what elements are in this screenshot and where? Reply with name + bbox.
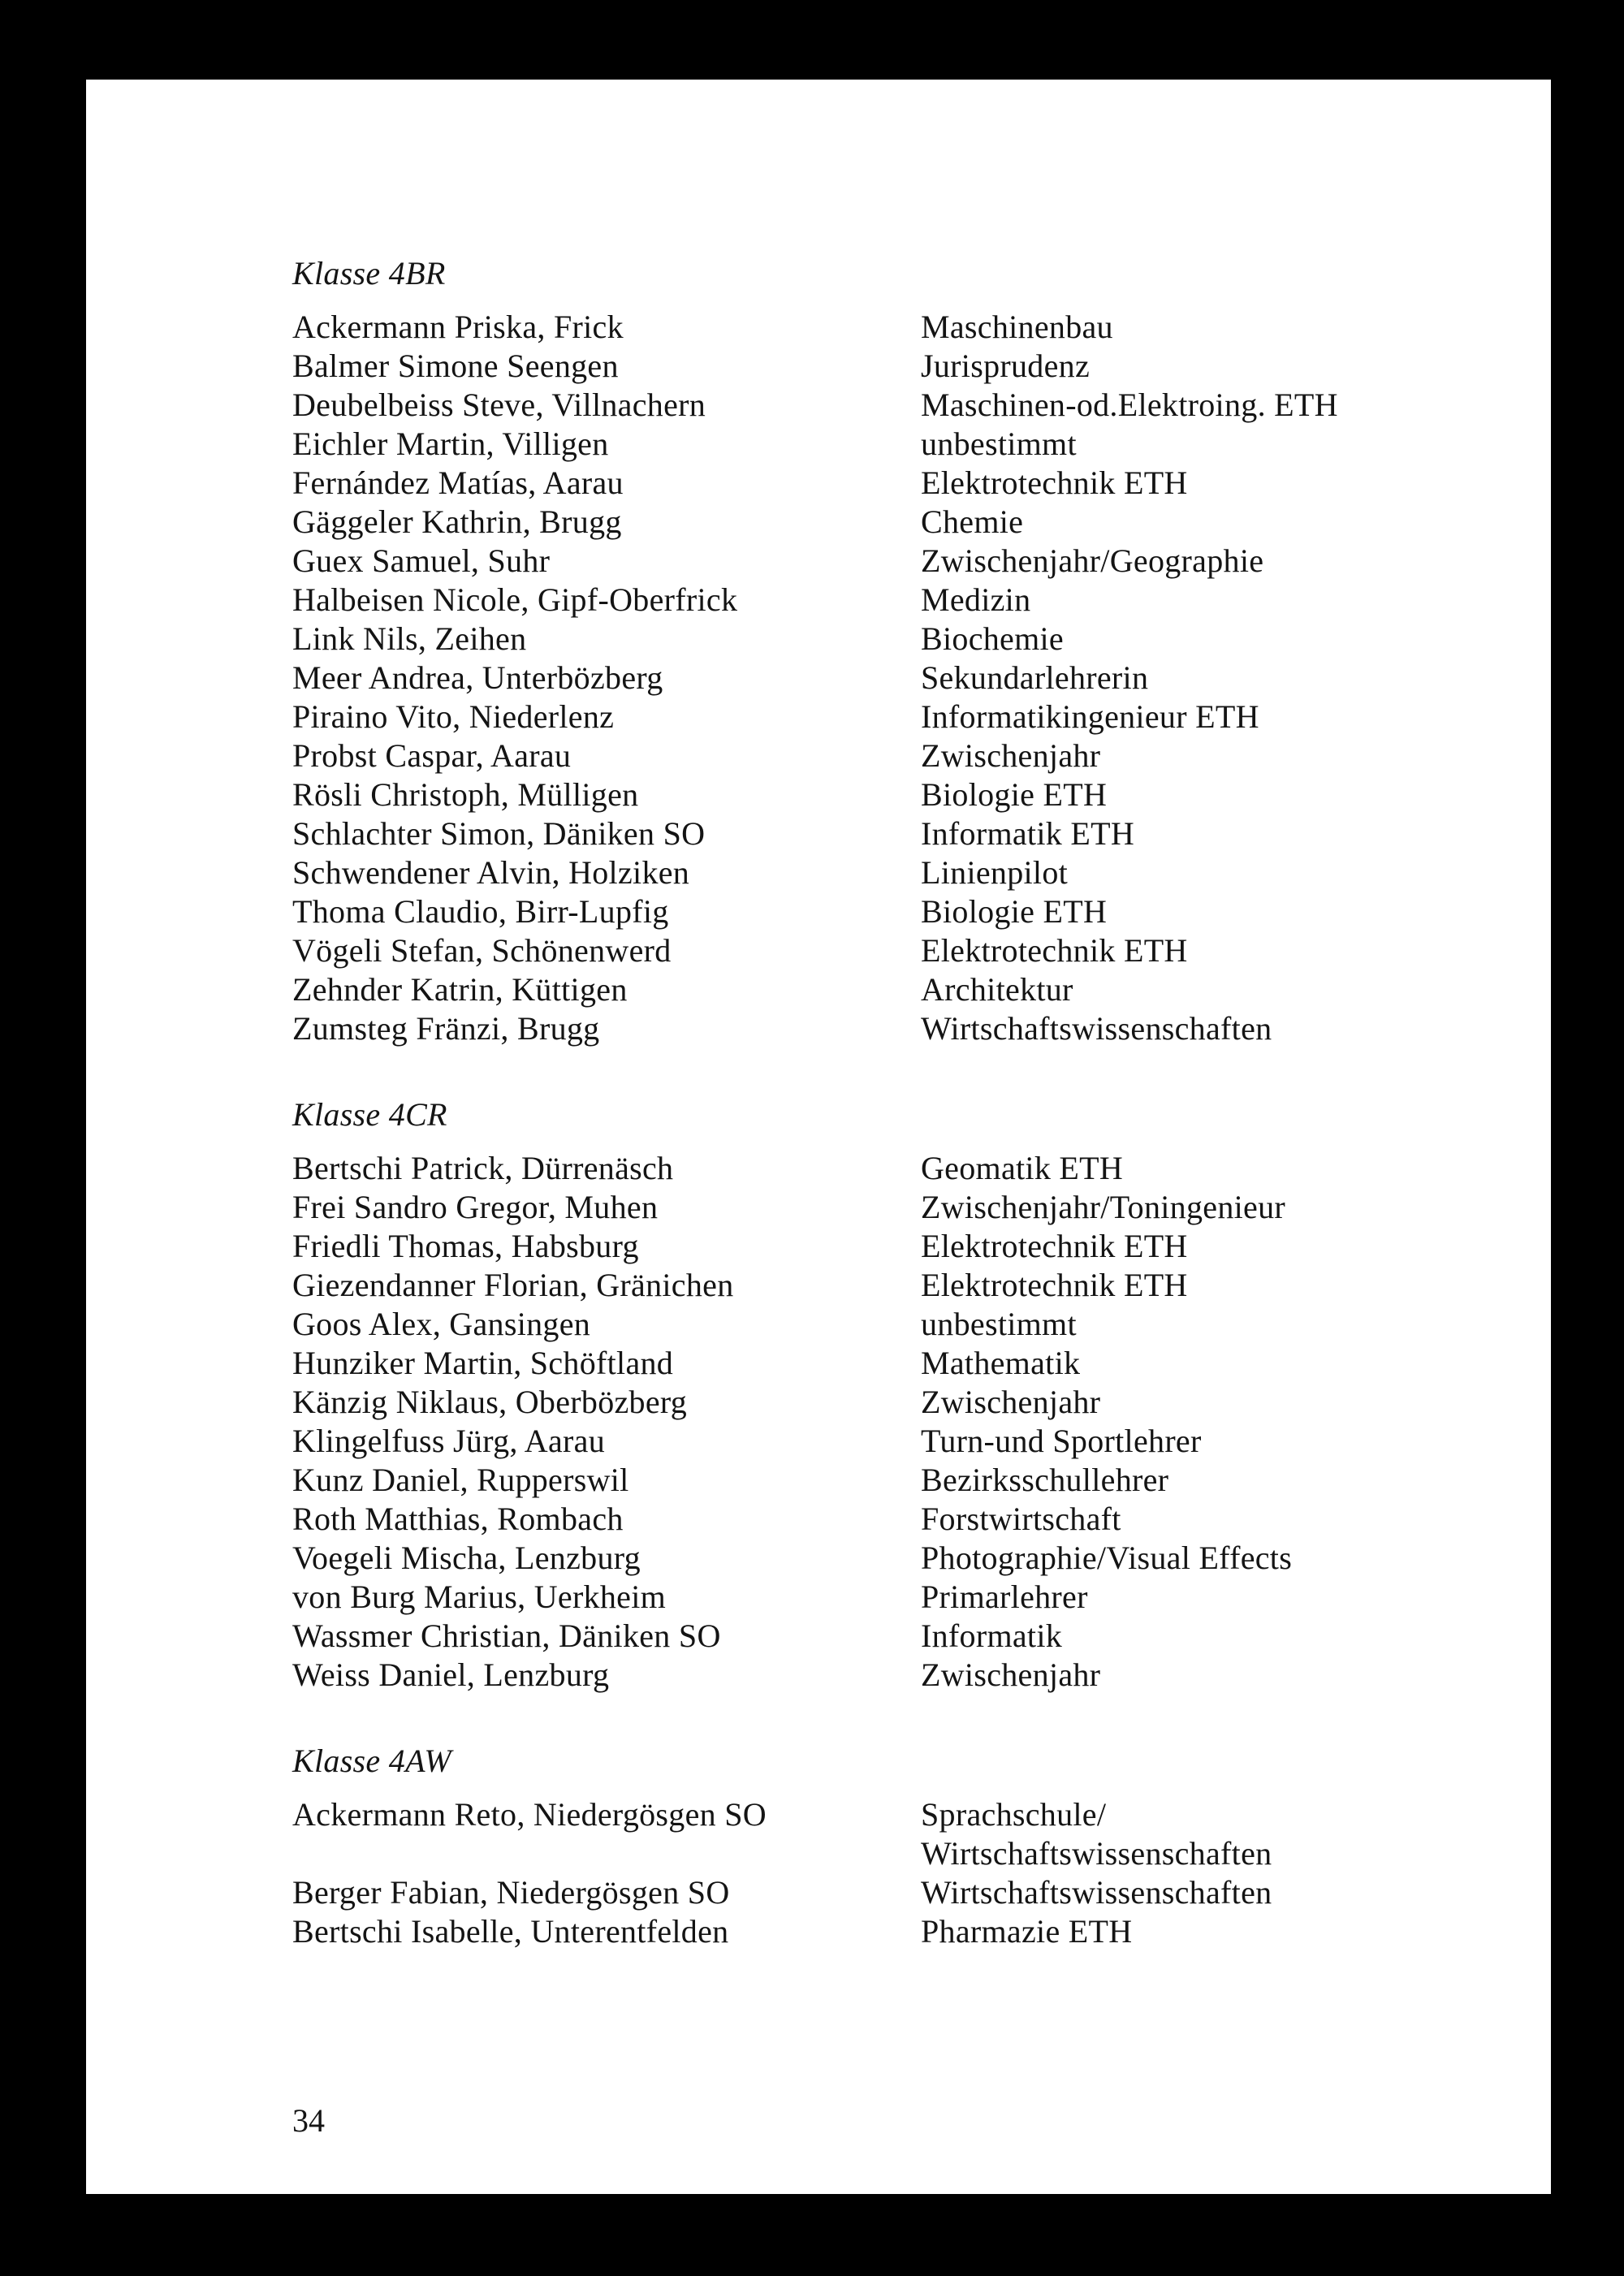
study-field: Photographie/Visual Effects bbox=[921, 1540, 1293, 1576]
study-field: Elektrotechnik ETH bbox=[921, 932, 1188, 969]
student-name: Probst Caspar, Aarau bbox=[292, 737, 572, 774]
study-field: Elektrotechnik ETH bbox=[921, 1267, 1188, 1303]
student-name: Rösli Christoph, Mülligen bbox=[292, 776, 639, 813]
student-name: Hunziker Martin, Schöftland bbox=[292, 1345, 674, 1381]
study-field: Forstwirtschaft bbox=[921, 1501, 1121, 1537]
list-item bbox=[292, 1656, 1470, 1695]
section-klasse-4aw bbox=[292, 1742, 1470, 1951]
list-item bbox=[292, 1461, 1470, 1500]
study-field: unbestimmt bbox=[921, 1306, 1077, 1342]
student-name: Bertschi Isabelle, Unterentfelden bbox=[292, 1913, 729, 1950]
student-name: Thoma Claudio, Birr-Lupfig bbox=[292, 893, 669, 930]
study-field: Elektrotechnik ETH bbox=[921, 1228, 1188, 1264]
study-field: Bezirksschullehrer bbox=[921, 1462, 1169, 1498]
study-field: Elektrotechnik ETH bbox=[921, 464, 1188, 501]
list-item bbox=[292, 1617, 1470, 1656]
student-name: Schwendener Alvin, Holziken bbox=[292, 854, 690, 891]
study-field: Biochemie bbox=[921, 620, 1064, 657]
study-field: Zwischenjahr bbox=[921, 1384, 1101, 1420]
study-field: Biologie ETH bbox=[921, 776, 1108, 813]
student-name: Balmer Simone Seengen bbox=[292, 348, 619, 384]
student-name: Klingelfuss Jürg, Aarau bbox=[292, 1423, 606, 1459]
student-name: Bertschi Patrick, Dürrenäsch bbox=[292, 1150, 674, 1186]
student-name: Wassmer Christian, Däniken SO bbox=[292, 1617, 721, 1654]
student-name: Ackermann Priska, Frick bbox=[292, 309, 624, 345]
section-title: Klasse 4BR bbox=[292, 255, 446, 292]
student-name: Kunz Daniel, Rupperswil bbox=[292, 1462, 629, 1498]
list-item bbox=[292, 464, 1470, 503]
study-field: Chemie bbox=[921, 503, 1024, 540]
list-item bbox=[292, 386, 1470, 425]
study-field-line1: Sprachschule/ bbox=[921, 1796, 1107, 1833]
list-item bbox=[292, 697, 1470, 736]
student-name: Roth Matthias, Rombach bbox=[292, 1501, 624, 1537]
student-name: Guex Samuel, Suhr bbox=[292, 542, 551, 579]
study-field: Sekundarlehrerin bbox=[921, 659, 1149, 696]
list-item bbox=[292, 1873, 1470, 1912]
study-field: Zwischenjahr bbox=[921, 737, 1101, 774]
study-field: Maschinen-od.Elektroing. ETH bbox=[921, 387, 1338, 423]
study-field: Maschinenbau bbox=[921, 309, 1113, 345]
study-field: Informatik ETH bbox=[921, 815, 1135, 852]
study-field: Mathematik bbox=[921, 1345, 1081, 1381]
graduate-list bbox=[292, 254, 1470, 1951]
list-item bbox=[292, 542, 1470, 581]
student-name: Meer Andrea, Unterbözberg bbox=[292, 659, 663, 696]
list-item bbox=[292, 1266, 1470, 1305]
list-item bbox=[292, 1344, 1470, 1383]
list-item bbox=[292, 775, 1470, 814]
study-field-line2: Wirtschaftswissenschaften bbox=[921, 1835, 1272, 1872]
student-name: Zumsteg Fränzi, Brugg bbox=[292, 1010, 600, 1047]
study-field: Informatik bbox=[921, 1617, 1063, 1654]
list-item bbox=[292, 1305, 1470, 1344]
section-klasse-4br bbox=[292, 254, 1470, 1048]
list-item bbox=[292, 931, 1470, 970]
student-name: Goos Alex, Gansingen bbox=[292, 1306, 591, 1342]
study-field: Pharmazie ETH bbox=[921, 1913, 1133, 1950]
list-item bbox=[292, 1795, 1470, 1873]
study-field: Turn-und Sportlehrer bbox=[921, 1423, 1202, 1459]
study-field: Architektur bbox=[921, 971, 1073, 1008]
study-field: Wirtschaftswissenschaften bbox=[921, 1874, 1272, 1911]
student-name: Zehnder Katrin, Küttigen bbox=[292, 971, 628, 1008]
study-field: Medizin bbox=[921, 581, 1031, 618]
list-item bbox=[292, 347, 1470, 386]
list-item bbox=[292, 1227, 1470, 1266]
study-field: Wirtschaftswissenschaften bbox=[921, 1010, 1272, 1047]
list-item bbox=[292, 736, 1470, 775]
list-item bbox=[292, 970, 1470, 1009]
student-name: Deubelbeiss Steve, Villnachern bbox=[292, 387, 706, 423]
student-name: Eichler Martin, Villigen bbox=[292, 425, 609, 462]
list-item bbox=[292, 1912, 1470, 1951]
list-item bbox=[292, 1578, 1470, 1617]
list-item bbox=[292, 659, 1470, 697]
student-name: Link Nils, Zeihen bbox=[292, 620, 527, 657]
section-spacer bbox=[292, 1695, 1470, 1742]
student-name: Frei Sandro Gregor, Muhen bbox=[292, 1189, 659, 1225]
list-item bbox=[292, 1149, 1470, 1188]
list-item bbox=[292, 503, 1470, 542]
section-title: Klasse 4CR bbox=[292, 1096, 447, 1133]
list-item bbox=[292, 1539, 1470, 1578]
document-page bbox=[86, 80, 1551, 2194]
student-name: Weiss Daniel, Lenzburg bbox=[292, 1656, 610, 1693]
student-name: Schlachter Simon, Däniken SO bbox=[292, 815, 706, 852]
student-name: Känzig Niklaus, Oberbözberg bbox=[292, 1384, 688, 1420]
student-name: Berger Fabian, Niedergösgen SO bbox=[292, 1874, 730, 1911]
list-item bbox=[292, 1500, 1470, 1539]
list-item bbox=[292, 814, 1470, 853]
list-item bbox=[292, 1422, 1470, 1461]
study-field: Zwischenjahr bbox=[921, 1656, 1101, 1693]
list-item bbox=[292, 425, 1470, 464]
section-spacer bbox=[292, 1048, 1470, 1095]
student-name: Halbeisen Nicole, Gipf-Oberfrick bbox=[292, 581, 738, 618]
study-field: Primarlehrer bbox=[921, 1579, 1088, 1615]
page-number: 34 bbox=[292, 2102, 325, 2139]
study-field bbox=[921, 1795, 1272, 1873]
list-item bbox=[292, 1188, 1470, 1227]
study-field: Zwischenjahr/Toningenieur bbox=[921, 1189, 1286, 1225]
list-item bbox=[292, 853, 1470, 892]
student-name: Gäggeler Kathrin, Brugg bbox=[292, 503, 622, 540]
list-item bbox=[292, 620, 1470, 659]
list-item bbox=[292, 1383, 1470, 1422]
student-name: Giezendanner Florian, Gränichen bbox=[292, 1267, 734, 1303]
study-field: Zwischenjahr/Geographie bbox=[921, 542, 1264, 579]
study-field: Geomatik ETH bbox=[921, 1150, 1124, 1186]
student-name: Ackermann Reto, Niedergösgen SO bbox=[292, 1796, 767, 1833]
study-field: Biologie ETH bbox=[921, 893, 1108, 930]
study-field: Informatikingenieur ETH bbox=[921, 698, 1259, 735]
section-title: Klasse 4AW bbox=[292, 1743, 451, 1779]
section-klasse-4cr bbox=[292, 1095, 1470, 1695]
student-name: von Burg Marius, Uerkheim bbox=[292, 1579, 667, 1615]
student-name: Fernández Matías, Aarau bbox=[292, 464, 624, 501]
student-name: Voegeli Mischa, Lenzburg bbox=[292, 1540, 641, 1576]
list-item bbox=[292, 308, 1470, 347]
list-item bbox=[292, 581, 1470, 620]
student-name: Friedli Thomas, Habsburg bbox=[292, 1228, 639, 1264]
list-item bbox=[292, 1009, 1470, 1048]
student-name: Piraino Vito, Niederlenz bbox=[292, 698, 615, 735]
list-item bbox=[292, 892, 1470, 931]
study-field: Linienpilot bbox=[921, 854, 1069, 891]
student-name: Vögeli Stefan, Schönenwerd bbox=[292, 932, 672, 969]
study-field: Jurisprudenz bbox=[921, 348, 1090, 384]
study-field: unbestimmt bbox=[921, 425, 1077, 462]
